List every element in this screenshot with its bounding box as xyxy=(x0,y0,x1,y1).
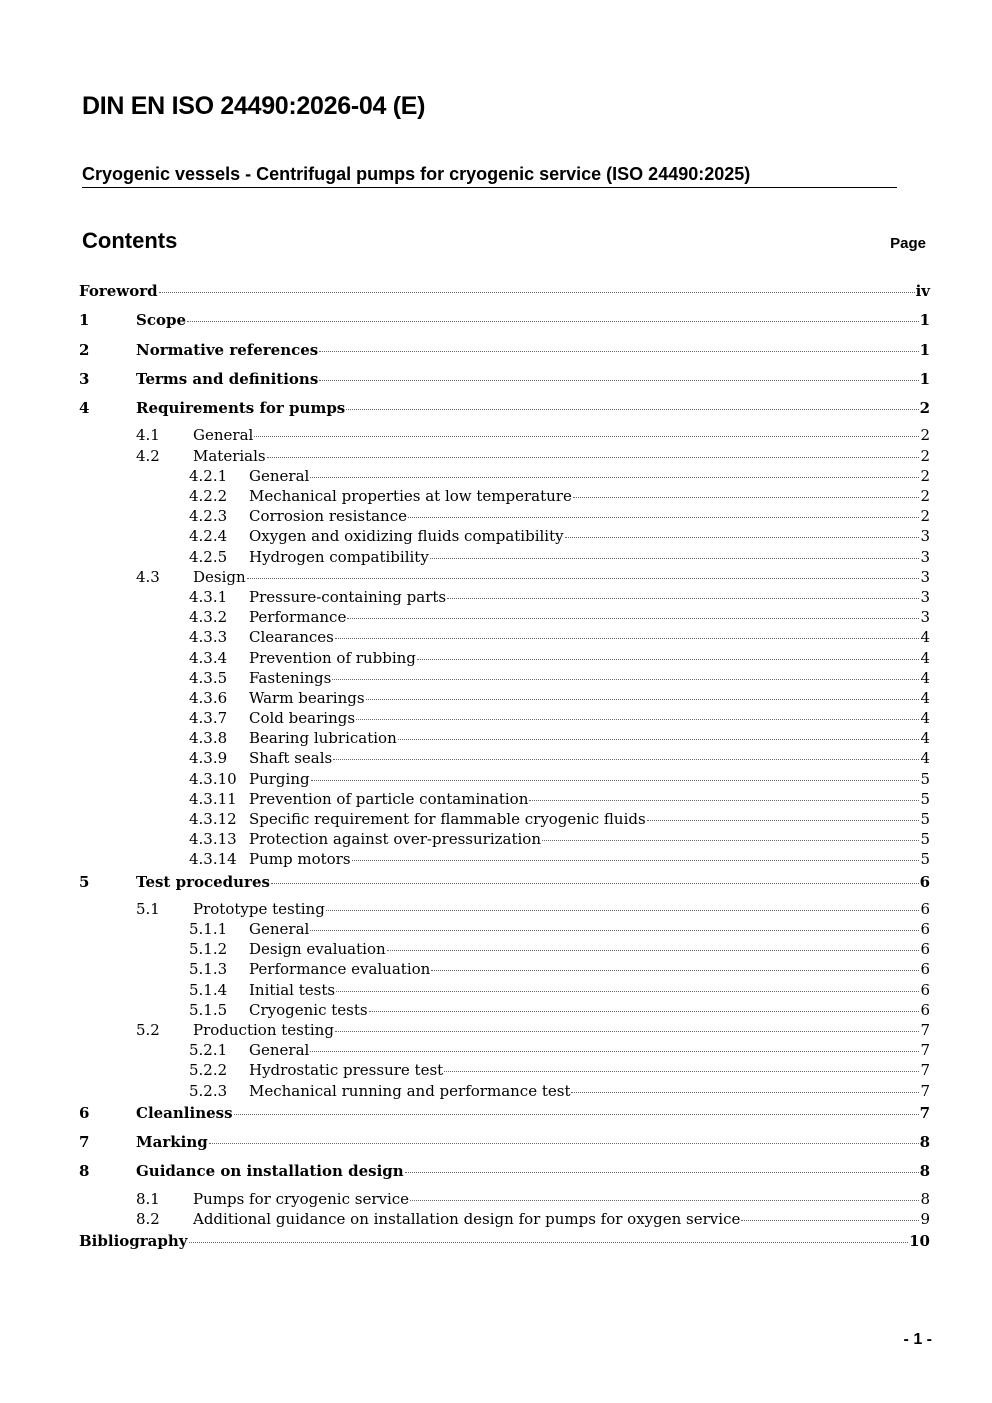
toc-dot-leader xyxy=(356,719,919,720)
toc-entry[interactable] xyxy=(79,829,930,849)
toc-entry-title: Marking xyxy=(136,1133,208,1152)
toc-entry-number: 4.3.3 xyxy=(189,628,228,647)
toc-entry-page: 6 xyxy=(920,960,930,979)
toc-entry-page: 6 xyxy=(920,940,930,959)
toc-entry[interactable] xyxy=(79,1040,930,1060)
toc-entry[interactable] xyxy=(79,607,930,627)
toc-entry-page: 5 xyxy=(920,850,930,869)
toc-entry-page: 6 xyxy=(920,920,930,939)
toc-entry-page: 7 xyxy=(920,1021,930,1040)
toc-entry-page: 2 xyxy=(920,466,930,485)
toc-entry[interactable] xyxy=(79,809,930,829)
toc-entry[interactable] xyxy=(79,1101,930,1130)
toc-entry[interactable] xyxy=(79,506,930,526)
toc-entry-number: 4.3.10 xyxy=(189,769,237,788)
toc-entry[interactable] xyxy=(79,446,930,466)
toc-entry-page: 2 xyxy=(920,446,930,465)
toc-entry-page: 10 xyxy=(909,1232,930,1251)
toc-entry-page: 3 xyxy=(920,587,930,606)
toc-entry-page: 2 xyxy=(920,426,930,445)
toc-dot-leader xyxy=(387,950,920,951)
toc-entry[interactable] xyxy=(79,486,930,506)
toc-entry-page: 5 xyxy=(920,830,930,849)
toc-entry[interactable] xyxy=(79,279,930,308)
toc-entry[interactable] xyxy=(79,668,930,688)
table-of-contents xyxy=(79,279,930,1258)
toc-entry-number: 8.1 xyxy=(136,1189,160,1208)
toc-entry-number: 2 xyxy=(79,340,90,359)
toc-dot-leader xyxy=(267,457,920,458)
toc-entry-title: Cold bearings xyxy=(249,709,356,728)
toc-entry[interactable] xyxy=(79,849,930,869)
toc-entry[interactable] xyxy=(79,1189,930,1209)
toc-entry-title: Specific requirement for flammable cryogenic fluids xyxy=(249,810,646,829)
toc-dot-leader xyxy=(310,1051,919,1052)
toc-entry-number: 4.3.7 xyxy=(189,709,228,728)
toc-dot-leader xyxy=(326,910,920,911)
toc-entry-number: 4.3.2 xyxy=(189,608,228,627)
toc-entry-number: 5.2.3 xyxy=(189,1081,228,1100)
toc-entry[interactable] xyxy=(79,466,930,486)
toc-entry-page: 2 xyxy=(919,399,930,418)
toc-dot-leader xyxy=(319,351,918,352)
toc-entry-title: Bearing lubrication xyxy=(249,729,397,748)
toc-dot-leader xyxy=(410,1200,919,1201)
toc-entry-title: Materials xyxy=(193,446,266,465)
toc-dot-leader xyxy=(332,679,919,680)
toc-entry-page: iv xyxy=(915,282,930,300)
toc-dot-leader xyxy=(346,409,918,410)
toc-entry-number: 4.2.3 xyxy=(189,507,228,526)
toc-entry-title: Pump motors xyxy=(249,850,351,869)
toc-dot-leader xyxy=(311,780,920,781)
toc-entry[interactable] xyxy=(79,870,930,899)
toc-dot-leader xyxy=(209,1143,919,1144)
toc-entry-page: 5 xyxy=(920,810,930,829)
toc-entry-page: 3 xyxy=(920,567,930,586)
toc-entry-title: Cleanliness xyxy=(136,1103,233,1122)
toc-entry[interactable] xyxy=(79,959,930,979)
toc-dot-leader xyxy=(573,497,920,498)
toc-entry-title: Corrosion resistance xyxy=(249,507,407,526)
toc-entry-number: 8.2 xyxy=(136,1209,160,1228)
toc-entry-page: 5 xyxy=(920,789,930,808)
toc-entry[interactable] xyxy=(79,547,930,567)
toc-entry[interactable] xyxy=(79,939,930,959)
toc-entry-title: General xyxy=(249,1041,310,1060)
toc-entry-page: 1 xyxy=(919,369,930,388)
toc-entry-number: 4.3.5 xyxy=(189,668,228,687)
toc-entry-title: Prevention of particle contamination xyxy=(249,789,529,808)
toc-entry[interactable] xyxy=(79,769,930,789)
toc-entry-number: 5.1.3 xyxy=(189,960,228,979)
toc-entry-number: 5 xyxy=(79,872,90,891)
toc-dot-leader xyxy=(336,991,919,992)
toc-entry[interactable] xyxy=(79,627,930,647)
toc-dot-leader xyxy=(271,883,919,884)
toc-dot-leader xyxy=(529,800,919,801)
toc-entry-number: 4.3.6 xyxy=(189,688,228,707)
toc-dot-leader xyxy=(408,517,919,518)
toc-entry-title: Performance xyxy=(249,608,347,627)
toc-entry-page: 8 xyxy=(920,1189,930,1208)
toc-dot-leader xyxy=(430,558,920,559)
toc-entry-title: Mechanical properties at low temperature xyxy=(249,487,572,506)
toc-entry-number: 7 xyxy=(79,1133,90,1152)
toc-entry-page: 4 xyxy=(920,709,930,728)
toc-dot-leader xyxy=(571,1092,919,1093)
toc-entry-title: Shaft seals xyxy=(249,749,333,768)
toc-entry-title: Hydrogen compatibility xyxy=(249,547,429,566)
toc-dot-leader xyxy=(369,1011,920,1012)
toc-dot-leader xyxy=(247,578,920,579)
toc-dot-leader xyxy=(234,1114,919,1115)
toc-entry-title: Guidance on installation design xyxy=(136,1162,404,1181)
toc-entry[interactable] xyxy=(79,648,930,668)
toc-dot-leader xyxy=(310,930,919,931)
toc-dot-leader xyxy=(189,1242,909,1243)
toc-entry[interactable] xyxy=(79,396,930,425)
toc-entry-title: Additional guidance on installation design for pumps for oxygen service xyxy=(193,1209,741,1228)
toc-entry-page: 8 xyxy=(919,1133,930,1152)
toc-entry-title: Initial tests xyxy=(249,980,336,999)
toc-entry[interactable] xyxy=(79,1000,930,1020)
toc-dot-leader xyxy=(310,477,919,478)
toc-entry-page: 6 xyxy=(919,872,930,891)
toc-entry-page: 4 xyxy=(920,648,930,667)
toc-dot-leader xyxy=(417,659,920,660)
toc-entry-page: 6 xyxy=(920,1000,930,1019)
toc-entry-title: Terms and definitions xyxy=(136,369,319,388)
toc-entry-title: Requirements for pumps xyxy=(136,399,346,418)
toc-entry-page: 7 xyxy=(920,1061,930,1080)
toc-entry[interactable] xyxy=(79,899,930,919)
toc-entry-page: 4 xyxy=(920,668,930,687)
toc-entry-title: Purging xyxy=(249,769,310,788)
toc-dot-leader xyxy=(431,970,919,971)
toc-entry-number: 4.3.1 xyxy=(189,587,228,606)
toc-entry-page: 7 xyxy=(920,1041,930,1060)
toc-entry-title: Normative references xyxy=(136,340,319,359)
toc-entry-number: 4.2.2 xyxy=(189,487,228,506)
toc-entry-title: Design xyxy=(193,567,246,586)
toc-dot-leader xyxy=(333,759,919,760)
toc-dot-leader xyxy=(254,436,919,437)
toc-entry-page: 8 xyxy=(919,1162,930,1181)
toc-entry-number: 4.3.14 xyxy=(189,850,237,869)
toc-entry-title: General xyxy=(249,466,310,485)
toc-entry[interactable] xyxy=(79,919,930,939)
toc-dot-leader xyxy=(366,699,920,700)
document-title: DIN EN ISO 24490:2026-04 (E) xyxy=(82,92,426,120)
toc-entry-number: 3 xyxy=(79,369,90,388)
toc-entry-number: 4.3 xyxy=(136,567,160,586)
toc-dot-leader xyxy=(542,840,919,841)
toc-dot-leader xyxy=(187,321,919,322)
toc-entry[interactable] xyxy=(79,367,930,396)
toc-entry-title: Foreword xyxy=(79,282,158,300)
contents-heading: Contents xyxy=(82,228,178,253)
toc-entry-number: 4.1 xyxy=(136,426,160,445)
toc-entry-title: General xyxy=(193,426,254,445)
toc-entry-number: 5.1 xyxy=(136,899,160,918)
toc-entry-page: 9 xyxy=(920,1209,930,1228)
toc-dot-leader xyxy=(405,1172,919,1173)
toc-dot-leader xyxy=(398,739,920,740)
toc-entry-title: Prevention of rubbing xyxy=(249,648,416,667)
toc-entry[interactable] xyxy=(79,1060,930,1080)
toc-entry-page: 2 xyxy=(920,507,930,526)
toc-entry-number: 5.1.5 xyxy=(189,1000,228,1019)
toc-entry-number: 4.3.8 xyxy=(189,729,228,748)
toc-entry-title: Oxygen and oxidizing fluids compatibility xyxy=(249,527,564,546)
toc-entry[interactable] xyxy=(79,587,930,607)
page-number: - 1 - xyxy=(903,1331,932,1348)
toc-entry-number: 1 xyxy=(79,311,90,330)
toc-entry-title: Fastenings xyxy=(249,668,332,687)
toc-dot-leader xyxy=(335,638,920,639)
toc-entry-number: 6 xyxy=(79,1103,90,1122)
toc-entry-number: 5.2.2 xyxy=(189,1061,228,1080)
toc-entry-page: 1 xyxy=(919,340,930,359)
toc-entry-number: 4.3.9 xyxy=(189,749,228,768)
toc-dot-leader xyxy=(647,820,920,821)
toc-entry-page: 3 xyxy=(920,547,930,566)
toc-entry[interactable] xyxy=(79,980,930,1000)
toc-entry[interactable] xyxy=(79,1159,930,1188)
toc-entry-page: 7 xyxy=(919,1103,930,1122)
toc-entry[interactable] xyxy=(79,708,930,728)
toc-entry-page: 4 xyxy=(920,729,930,748)
toc-entry-title: General xyxy=(249,920,310,939)
toc-entry-number: 4.2.4 xyxy=(189,527,228,546)
toc-entry-page: 6 xyxy=(920,980,930,999)
toc-entry[interactable] xyxy=(79,1229,930,1258)
toc-dot-leader xyxy=(447,598,919,599)
toc-entry[interactable] xyxy=(79,338,930,367)
toc-entry-title: Protection against over-pressurization xyxy=(249,830,541,849)
toc-dot-leader xyxy=(565,537,920,538)
toc-entry-page: 4 xyxy=(920,749,930,768)
toc-entry-number: 4 xyxy=(79,399,90,418)
toc-entry[interactable] xyxy=(79,308,930,337)
toc-entry-page: 3 xyxy=(920,608,930,627)
toc-entry[interactable] xyxy=(79,526,930,546)
toc-entry-number: 4.3.4 xyxy=(189,648,228,667)
toc-entry-title: Pumps for cryogenic service xyxy=(193,1189,410,1208)
toc-entry-number: 4.3.11 xyxy=(189,789,237,808)
toc-entry[interactable] xyxy=(79,728,930,748)
toc-entry-number: 8 xyxy=(79,1162,90,1181)
toc-entry-page: 7 xyxy=(920,1081,930,1100)
toc-entry-title: Cryogenic tests xyxy=(249,1000,368,1019)
toc-entry-title: Scope xyxy=(136,311,187,330)
toc-entry-page: 1 xyxy=(919,311,930,330)
toc-entry-title: Bibliography xyxy=(79,1232,188,1251)
toc-entry-title: Warm bearings xyxy=(249,688,365,707)
toc-dot-leader xyxy=(347,618,919,619)
toc-dot-leader xyxy=(352,860,920,861)
toc-dot-leader xyxy=(444,1071,919,1072)
toc-entry-title: Mechanical running and performance test xyxy=(249,1081,571,1100)
toc-entry-number: 4.3.13 xyxy=(189,830,237,849)
toc-entry[interactable] xyxy=(79,1020,930,1040)
toc-entry-title: Prototype testing xyxy=(193,899,325,918)
toc-entry-number: 5.2 xyxy=(136,1021,160,1040)
toc-entry-page: 4 xyxy=(920,688,930,707)
toc-entry-number: 5.2.1 xyxy=(189,1041,228,1060)
toc-entry-title: Pressure-containing parts xyxy=(249,587,447,606)
page-column-label: Page xyxy=(890,235,926,252)
toc-entry-number: 5.1.2 xyxy=(189,940,228,959)
toc-entry-number: 4.2.1 xyxy=(189,466,228,485)
toc-entry-page: 3 xyxy=(920,527,930,546)
toc-entry-title: Hydrostatic pressure test xyxy=(249,1061,444,1080)
toc-entry[interactable] xyxy=(79,789,930,809)
toc-entry-page: 2 xyxy=(920,487,930,506)
toc-entry[interactable] xyxy=(79,425,930,445)
toc-entry-number: 5.1.4 xyxy=(189,980,228,999)
toc-entry-number: 5.1.1 xyxy=(189,920,228,939)
toc-entry-title: Test procedures xyxy=(136,872,270,891)
toc-entry-title: Clearances xyxy=(249,628,334,647)
toc-entry-number: 4.3.12 xyxy=(189,810,237,829)
toc-entry[interactable] xyxy=(79,1081,930,1101)
toc-dot-leader xyxy=(159,292,915,293)
toc-entry[interactable] xyxy=(79,1209,930,1229)
toc-dot-leader xyxy=(335,1031,920,1032)
toc-entry-page: 4 xyxy=(920,628,930,647)
toc-dot-leader xyxy=(741,1220,919,1221)
toc-entry-number: 4.2 xyxy=(136,446,160,465)
toc-entry-number: 4.2.5 xyxy=(189,547,228,566)
toc-entry-title: Performance evaluation xyxy=(249,960,431,979)
toc-entry-page: 6 xyxy=(920,899,930,918)
document-subtitle: Cryogenic vessels - Centrifugal pumps for cryogenic service (ISO 24490:2025) xyxy=(82,164,897,188)
toc-dot-leader xyxy=(319,380,918,381)
toc-entry-title: Design evaluation xyxy=(249,940,386,959)
toc-entry-title: Production testing xyxy=(193,1021,334,1040)
toc-entry[interactable] xyxy=(79,1130,930,1159)
toc-entry-page: 5 xyxy=(920,769,930,788)
toc-entry[interactable] xyxy=(79,688,930,708)
toc-entry[interactable] xyxy=(79,748,930,768)
toc-entry[interactable] xyxy=(79,567,930,587)
